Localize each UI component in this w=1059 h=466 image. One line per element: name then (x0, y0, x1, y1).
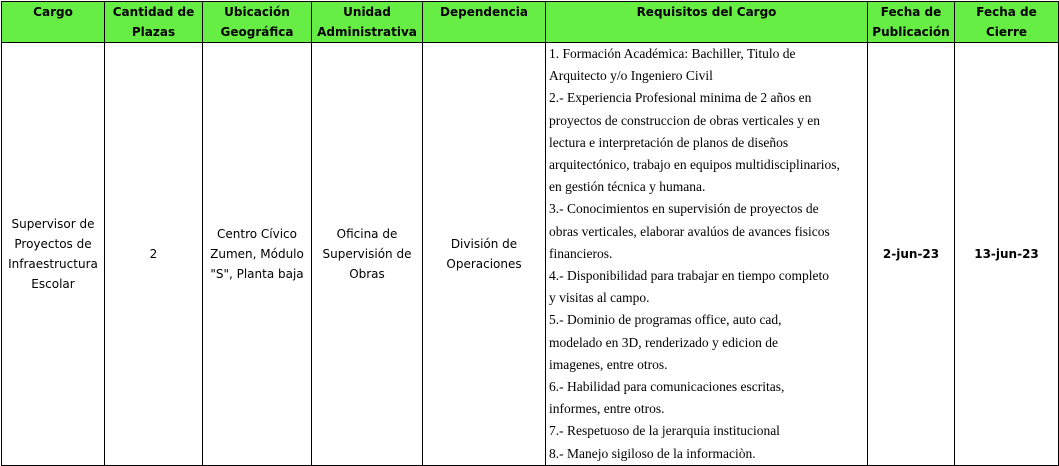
header-publicacion-line-2: Publicación (872, 25, 950, 39)
unidad-line: Obras (349, 266, 385, 281)
requisito-line: y visitas al campo. (549, 290, 650, 306)
header-cierre-line-1: Fecha de (976, 5, 1037, 19)
header-fecha-cierre (955, 2, 1059, 43)
dependencia-line: Operaciones (446, 256, 522, 271)
cantidad-value: 2 (149, 246, 158, 261)
header-requisitos-label: Requisitos del Cargo (636, 5, 777, 19)
requisito-line: lectura e interpretación de planos de diseños (549, 134, 789, 150)
requisito-line: 1. Formación Académica: Bachiller, Titulo de (549, 46, 796, 61)
header-ubicacion-geografica (203, 2, 312, 43)
requisito-line: 2.- Experiencia Profesional minima de 2 años en (549, 90, 812, 106)
cell-cantidad (105, 43, 203, 466)
cargo-line: Escolar (31, 276, 75, 291)
header-cargo-label: Cargo (33, 5, 73, 19)
header-cantidad-line-1: Cantidad de (112, 5, 195, 19)
requisito-line: proyectos de construccion de obras verticales y en (549, 112, 821, 128)
header-cantidad-plazas (105, 2, 203, 43)
cargo-line: Supervisor de (11, 216, 95, 231)
header-unidad-line-1: Unidad (343, 5, 391, 19)
job-vacancy-table (1, 1, 1059, 466)
requisito-line: 8.- Manejo sigiloso de la informaciòn. (549, 445, 756, 461)
requisito-line: 7.- Respetuoso de la jerarquia institucional (549, 423, 780, 439)
cargo-line: Infraestructura (8, 256, 98, 271)
cell-fecha-cierre (955, 43, 1059, 466)
header-cantidad-line-2: Plazas (131, 25, 176, 39)
header-cierre-line-2: Cierre (985, 25, 1028, 39)
header-unidad-administrativa (312, 2, 423, 43)
requisito-line: financieros. (549, 245, 613, 261)
header-ubicacion-line-1: Ubicación (224, 5, 290, 19)
table-header-row (2, 2, 1059, 43)
fecha-publicacion-value: 2-jun-23 (882, 246, 940, 261)
dependencia-line: División de (450, 236, 518, 251)
requisito-line: modelado en 3D, renderizado y edicion de (549, 334, 779, 350)
table-row (2, 43, 1059, 466)
requisito-line: 4.- Disponibilidad para trabajar en tiempo completo (549, 268, 830, 284)
fecha-cierre-value: 13-jun-23 (974, 246, 1039, 261)
header-cargo (2, 2, 105, 43)
requisito-line: 6.- Habilidad para comunicaciones escritas, (549, 379, 785, 395)
requisito-line: 5.- Dominio de programas office, auto cad, (549, 312, 782, 328)
requisito-line: imagenes, entre otros. (549, 356, 668, 372)
cell-ubicacion (203, 43, 312, 466)
requisito-line: obras verticales, elaborar avalúos de avances fisicos (549, 223, 830, 239)
requisito-line: arquitectónico, trabajo en equipos multidisciplinarios, (549, 157, 840, 173)
cell-unidad (312, 43, 423, 466)
header-dependencia (423, 2, 546, 43)
cell-cargo (2, 43, 105, 466)
header-fecha-publicacion (868, 2, 955, 43)
requisito-line: en gestión técnica y humana. (549, 179, 706, 195)
header-ubicacion-line-2: Geográfica (220, 25, 294, 39)
ubicacion-line: "S", Planta baja (210, 266, 304, 281)
requisito-line: informes, entre otros. (549, 401, 665, 417)
cell-dependencia (423, 43, 546, 466)
header-unidad-line-2: Administrativa (317, 25, 417, 39)
requisito-line: Arquitecto y/o Ingeniero Civil (549, 68, 713, 84)
requisito-line: 3.- Conocimientos en supervisión de proyectos de (549, 201, 819, 217)
unidad-line: Supervisión de (322, 246, 412, 261)
unidad-line: Oficina de (336, 226, 398, 241)
header-dependencia-label: Dependencia (440, 5, 528, 19)
ubicacion-line: Zumen, Módulo (210, 246, 304, 261)
cell-requisitos (546, 43, 868, 466)
ubicacion-line: Centro Cívico (217, 226, 297, 241)
cargo-line: Proyectos de (14, 236, 92, 251)
header-requisitos (546, 2, 868, 43)
header-publicacion-line-1: Fecha de (880, 5, 942, 19)
cell-fecha-publicacion (868, 43, 955, 466)
